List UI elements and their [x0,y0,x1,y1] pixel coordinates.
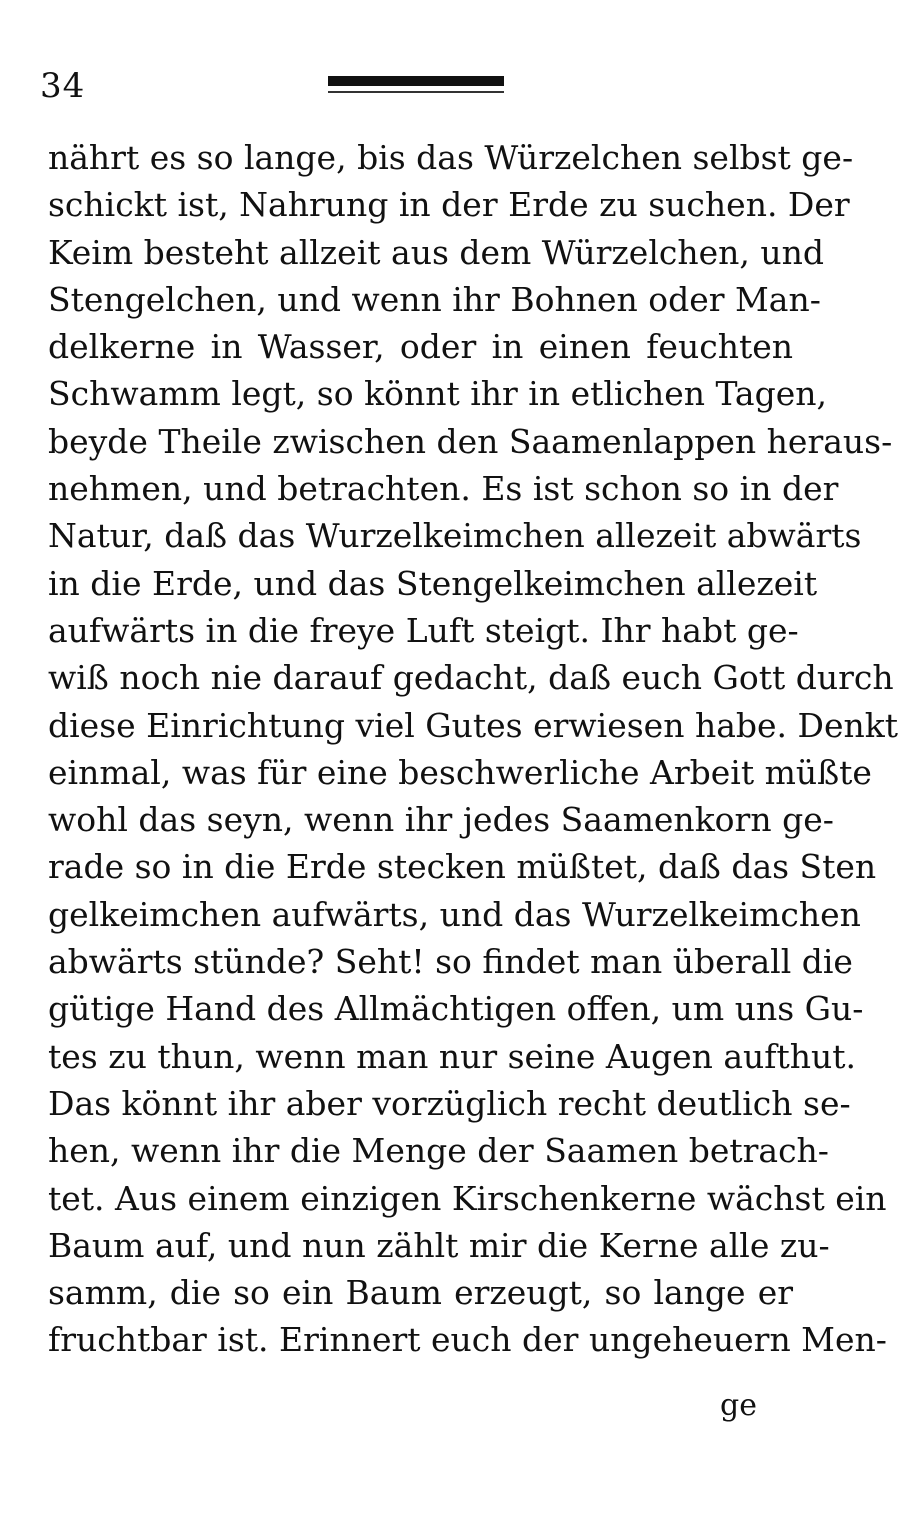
text-line: wohl das seyn, wenn ihr jedes Saamenkorn ge- [48,800,834,840]
text-line: einmal, was für eine beschwerliche Arbeit müßte [48,752,872,792]
text-line: samm, die so ein Baum erzeugt, so lange er [48,1273,793,1313]
text-line: nährt es so lange, bis das Würzelchen selbst ge- [48,138,854,177]
page-number: 34 [40,66,86,106]
text-line: rade so in die Erde stecken müßtet, daß das Sten [48,847,877,887]
text-line: in die Erde, und das Stengelkeimchen allezeit [48,563,818,603]
text-line: Natur, daß das Wurzelkeimchen allezeit abwärts [48,516,862,556]
text-line: diese Einrichtung viel Gutes erwiesen habe. Denkt [48,705,898,745]
text-line: beyde Theile zwischen den Saamenlappen heraus- [48,421,893,461]
text-line: delkerne in Wasser, oder in einen feuchten [48,327,793,367]
text-line: wiß noch nie darauf gedacht, daß euch Gott durch [48,658,894,698]
text-line: Baum auf, und nun zählt mir die Kerne alle zu- [48,1225,830,1265]
header-rule [328,76,504,86]
text-line: Schwamm legt, so könnt ihr in etlichen Tagen, [48,374,827,414]
text-line: tes zu thun, wenn man nur seine Augen aufthut. [48,1036,857,1076]
text-line: gelkeimchen aufwärts, und das Wurzelkeimchen [48,894,861,934]
text-line: abwärts stünde? Seht! so findet man überall die [48,942,853,982]
catchword: ge [720,1388,757,1423]
text-line: gütige Hand des Allmächtigen offen, um uns Gu- [48,989,864,1029]
body-text [48,134,898,1364]
text-line: Stengelchen, und wenn ihr Bohnen oder Man- [48,279,821,319]
text-line: Keim besteht allzeit aus dem Würzelchen, und [48,232,825,272]
text-line: fruchtbar ist. Erinnert euch der ungeheuern Men- [48,1320,887,1360]
header-rule-thin [328,91,504,93]
text-line: tet. Aus einem einzigen Kirschenkerne wächst ein [48,1178,887,1218]
text-line: Das könnt ihr aber vorzüglich recht deutlich se- [48,1083,851,1123]
text-line: aufwärts in die freye Luft steigt. Ihr habt ge- [48,610,799,650]
text-line: nehmen, und betrachten. Es ist schon so in der [48,469,839,509]
text-line: schickt ist, Nahrung in der Erde zu suchen. Der [48,185,850,225]
text-line: hen, wenn ihr die Menge der Saamen betrach- [48,1131,829,1171]
